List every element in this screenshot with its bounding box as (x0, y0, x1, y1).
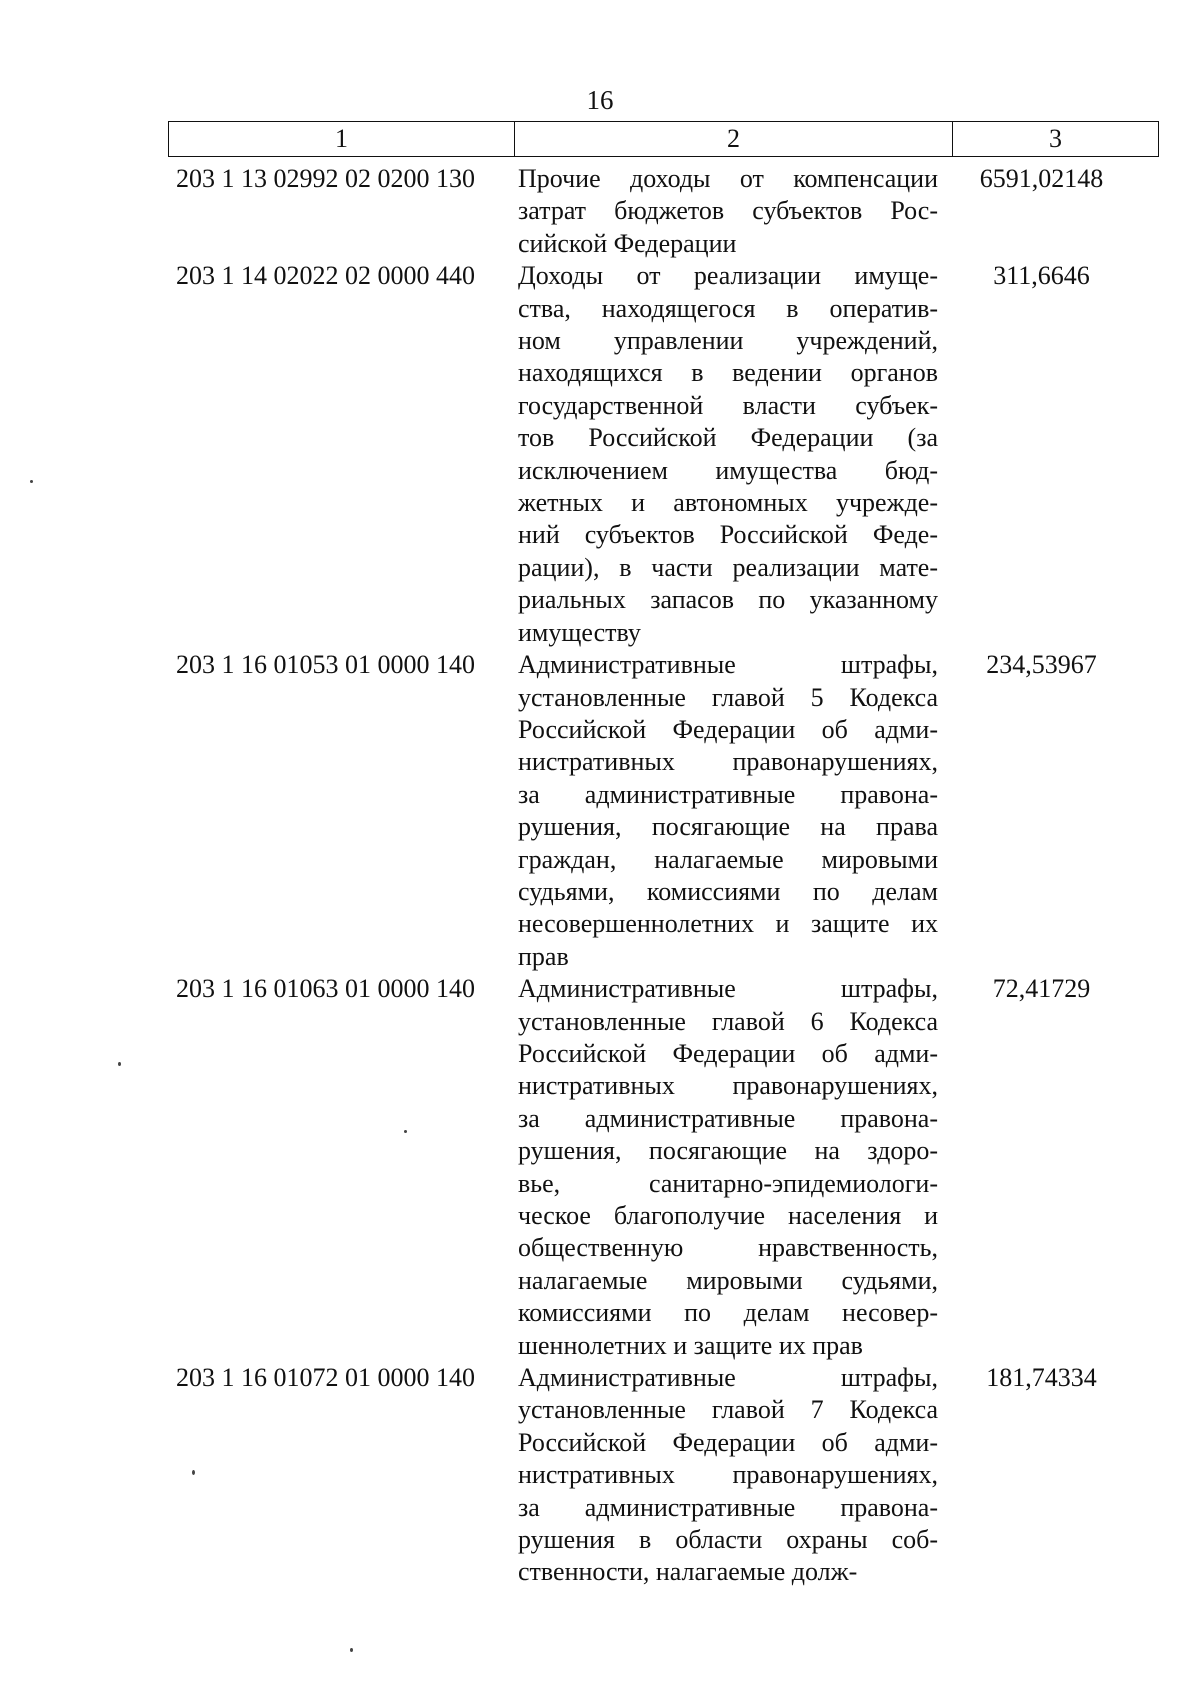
description-line: жетных и автономных учрежде- (518, 488, 938, 518)
description-line: рушения, посягающие на права (518, 812, 938, 842)
column-header-2: 2 (515, 122, 953, 157)
description-line: нистративных правонарушениях, (518, 747, 938, 777)
description-line: рации), в части реализации мате- (518, 552, 938, 582)
budget-code: 203 1 14 02022 02 0000 440 (176, 261, 475, 291)
description-line: ческое благополучие населения и (518, 1201, 938, 1230)
description-line: рушения в области охраны соб- (518, 1525, 938, 1555)
description-line: граждан, налагаемые мировыми (518, 844, 938, 874)
description-line: тов Российской Федерации (за (518, 423, 938, 453)
description-line: Российской Федерации об адми- (518, 1038, 938, 1068)
budget-code: 203 1 16 01063 01 0000 140 (176, 974, 475, 1004)
description-line: несовершеннолетних и защите их (518, 909, 938, 939)
description-line: ства, находящегося в оператив- (518, 293, 938, 323)
amount-value: 234,53967 (986, 650, 1097, 680)
description-line: исключением имущества бюд- (518, 455, 938, 485)
description-line: имуществу (518, 617, 641, 647)
income-description (518, 973, 938, 1362)
budget-code: 203 1 13 02992 02 0200 130 (176, 164, 475, 193)
description-line: Российской Федерации об адми- (518, 714, 938, 744)
description-line: общественную нравственность, (518, 1233, 938, 1263)
description-line: налагаемые мировыми судьями, (518, 1265, 938, 1295)
income-description (518, 649, 938, 973)
amount-value: 72,41729 (992, 974, 1091, 1004)
table-row (168, 973, 1155, 1362)
description-line: за административные правона- (518, 1492, 938, 1522)
description-line: вье, санитарно-эпидемиологи- (518, 1168, 938, 1198)
description-line: за административные правона- (518, 779, 938, 809)
description-line: Административные штрафы, (518, 1363, 938, 1393)
income-description (518, 1362, 938, 1589)
amount-value: 6591,02148 (979, 164, 1104, 193)
scan-speck (192, 1470, 195, 1475)
scan-speck (404, 1130, 407, 1133)
description-line: Прочие доходы от компенсации (518, 164, 938, 193)
description-line: затрат бюджетов субъектов Рос- (518, 196, 938, 226)
description-line: судьями, комиссиями по делам (518, 876, 938, 906)
description-line: находящихся в ведении органов (518, 358, 938, 388)
description-line: государственной власти субъек- (518, 390, 938, 420)
description-line: рушения, посягающие на здоро- (518, 1136, 938, 1166)
description-line: установленные главой 6 Кодекса (518, 1006, 938, 1036)
budget-code: 203 1 16 01072 01 0000 140 (176, 1363, 475, 1393)
scan-speck (118, 1062, 121, 1066)
amount-value: 181,74334 (986, 1363, 1097, 1393)
page-number: 16 (586, 85, 614, 115)
description-line: ственности, налагаемые долж- (518, 1557, 858, 1587)
description-line: сийской Федерации (518, 228, 737, 258)
description-line: Административные штрафы, (518, 974, 938, 1004)
table-row (168, 260, 1155, 649)
description-line: Административные штрафы, (518, 650, 938, 680)
income-description (518, 163, 938, 260)
description-line: установленные главой 5 Кодекса (518, 682, 938, 712)
table-body (168, 163, 1155, 1589)
income-description (518, 260, 938, 649)
budget-code: 203 1 16 01053 01 0000 140 (176, 650, 475, 680)
scan-speck (30, 480, 33, 483)
amount-value: 311,6646 (993, 261, 1090, 291)
description-line: ний субъектов Российской Феде- (518, 520, 938, 550)
description-line: прав (518, 941, 569, 971)
table-header (168, 121, 1159, 157)
description-line: нистративных правонарушениях, (518, 1460, 938, 1490)
description-line: за административные правона- (518, 1103, 938, 1133)
table-row (168, 163, 1155, 260)
scan-speck (350, 1648, 353, 1652)
description-line: Доходы от реализации имуще- (518, 261, 938, 291)
description-line: шеннолетних и защите их прав (518, 1330, 863, 1360)
description-line: комиссиями по делам несовер- (518, 1298, 938, 1328)
description-line: установленные главой 7 Кодекса (518, 1395, 938, 1425)
description-line: нистративных правонарушениях, (518, 1071, 938, 1101)
description-line: риальных запасов по указанному (518, 585, 938, 615)
column-header-1: 1 (169, 122, 515, 157)
description-line: Российской Федерации об адми- (518, 1427, 938, 1457)
table-row (168, 649, 1155, 973)
table-row (168, 1362, 1155, 1589)
column-header-3: 3 (953, 122, 1159, 157)
description-line: ном управлении учреждений, (518, 326, 938, 356)
